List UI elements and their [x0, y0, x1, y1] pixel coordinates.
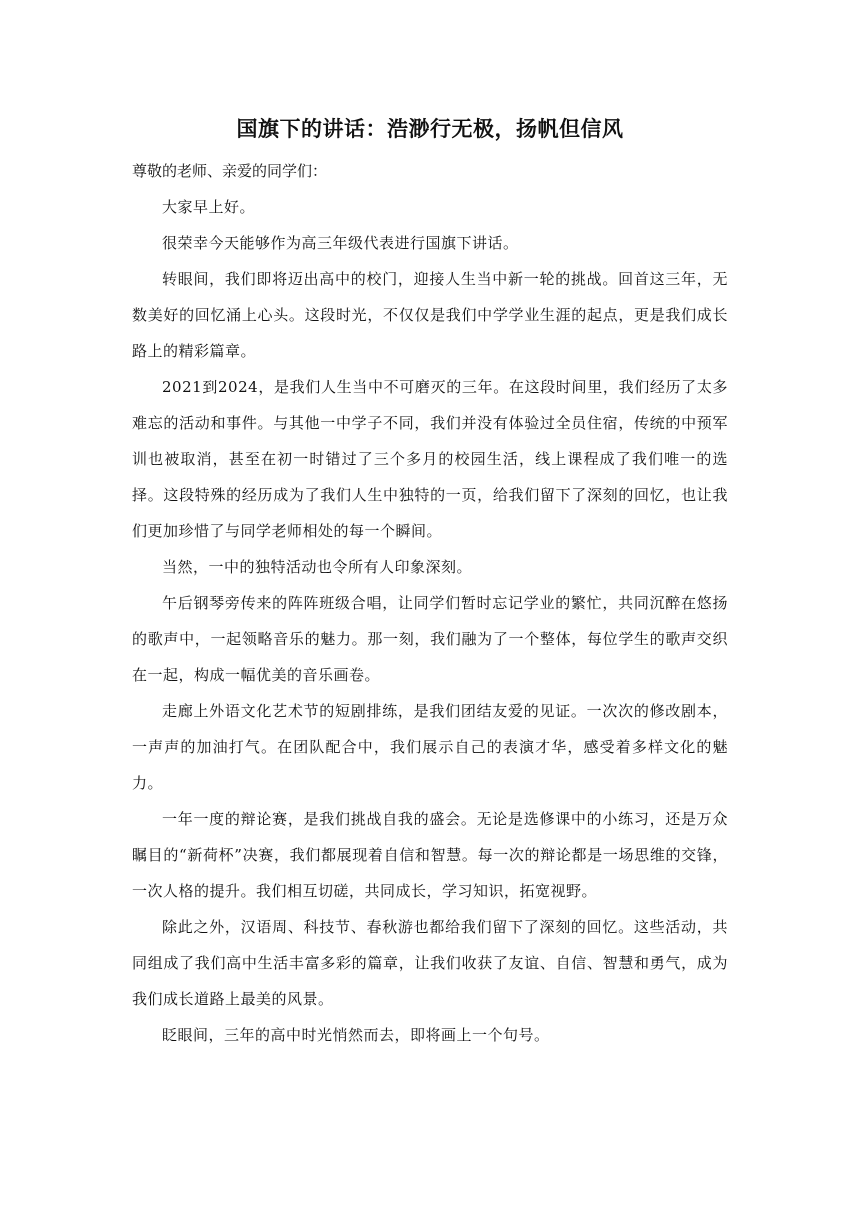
paragraph-introduction: 很荣幸今天能够作为高三年级代表进行国旗下讲话。: [162, 234, 519, 252]
document-body: [132, 112, 728, 1053]
paragraph-looking-back: 转眼间，我们即将迈出高中的校门，迎接人生当中新一轮的挑战。回首这三年，无数美好的回忆涌上心头。这段时光，不仅仅是我们中学学业生涯的起点，更是我们成长路上的精彩篇章。: [132, 270, 728, 360]
salutation: 尊敬的老师、亲爱的同学们：: [132, 162, 328, 180]
paragraph-activities-intro: 当然，一中的独特活动也令所有人印象深刻。: [162, 558, 473, 576]
paragraph-chorus: 午后钢琴旁传来的阵阵班级合唱，让同学们暂时忘记学业的繁忙，共同沉醉在悠扬的歌声中，一起领略音乐的魅力。那一刻，我们融为了一个整体，每位学生的歌声交织在一起，构成一幅优美的音乐画卷。: [132, 594, 728, 684]
paragraph-three-years: 2021到2024，是我们人生当中不可磨灭的三年。在这段时间里，我们经历了太多难忘的活动和事件。与其他一中学子不同，我们并没有体验过全员住宿，传统的中预军训也被取消，甚至在初一时错过了三个多月的校园生活，线上课程成了我们唯一的选择。这段特殊的经历成为了我们人生中独特的一页，给我们留下了深刻的回忆，也让我们更加珍惜了与同学老师相处的每一个瞬间。: [132, 378, 728, 540]
paragraph-other-events: 除此之外，汉语周、科技节、春秋游也都给我们留下了深刻的回忆。这些活动，共同组成了我们高中生活丰富多彩的篇章，让我们收获了友谊、自信、智慧和勇气，成为我们成长道路上最美的风景。: [132, 918, 728, 1008]
paragraph-closing: 眨眼间，三年的高中时光悄然而去，即将画上一个句号。: [162, 1026, 550, 1044]
paragraph-debate: 一年一度的辩论赛，是我们挑战自我的盛会。无论是选修课中的小练习，还是万众瞩目的“新荷杯”决赛，我们都展现着自信和智慧。每一次的辩论都是一场思维的交锋，一次人格的提升。我们相互切磋，共同成长，学习知识，拓宽视野。: [132, 810, 728, 900]
paragraph-greeting: 大家早上好。: [162, 198, 256, 216]
paragraph-drama: 走廊上外语文化艺术节的短剧排练，是我们团结友爱的见证。一次次的修改剧本，一声声的加油打气。在团队配合中，我们展示自己的表演才华，感受着多样文化的魅力。: [132, 702, 728, 792]
document-title: 国旗下的讲话：浩渺行无极，扬帆但信风: [236, 117, 624, 141]
